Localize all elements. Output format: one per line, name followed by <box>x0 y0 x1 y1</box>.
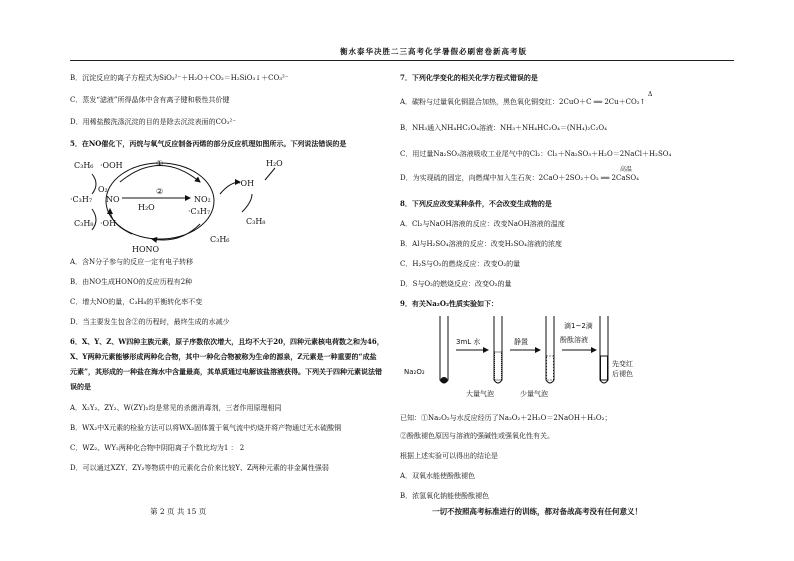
q7-option-d: D．为实现硫的固定，向燃煤中加入生石灰：2CaO＋2SO₂＋O₂ ══ 2CaSO₄ <box>400 174 639 182</box>
q5-option-b: B．由NO生成HONO的反应历程有2种 <box>70 278 193 286</box>
q6-stem-line4: 误的是 <box>70 382 91 391</box>
label-stand: 静置 <box>514 338 528 346</box>
label-water: 3mL 水 <box>456 338 481 346</box>
known-1: 已知：①Na₂O₂与水反应经历了Na₂O₂＋2H₂O＝2NaOH＋H₂O₂； <box>400 414 612 422</box>
q6-stem-line1: 6．X、Y、Z、W四种主族元素，原子序数依次增大，且均不大于20，四种元素核电荷数之和为46， <box>70 337 384 346</box>
known-2: ②酚酞褪色原因与溶液的强碱性或强氧化性有关。 <box>400 432 554 440</box>
q7-a-condition: Δ <box>648 91 653 98</box>
q6-option-d: D．可以通过XZY、ZY₂等物质中的元素化合价来比较Y、Z两种元素的非金属性强弱 <box>70 464 329 472</box>
tube3-liquid <box>547 356 554 380</box>
q8-option-b: B．Al与H₂SO₄溶液的反应：改变H₂SO₄溶液的浓度 <box>400 240 562 248</box>
label-c3h7-center: ·C₃H₇ <box>188 207 211 216</box>
header-divider <box>70 60 734 61</box>
q5-option-a: A．含N分子参与的反应一定有电子转移 <box>70 258 194 266</box>
q4-option-c: C．蒸发“滤液”所得晶体中含有离子键和极性共价键 <box>70 96 230 104</box>
footer-slogan: 一切不按照高考标准进行的训练，都对备战高考没有任何意义！ <box>432 507 642 516</box>
q9-stem: 9．有关Na₂O₂性质实验如下： <box>400 299 499 308</box>
label-ooh: ·OOH <box>100 161 123 170</box>
q4-option-d: D．用稀盐酸洗涤沉淀的目的是除去沉淀表面的CO₃²⁻ <box>70 118 237 126</box>
q9-option-b: B．浓氢氧化钠能使酚酞褪色 <box>400 492 490 500</box>
q9-experiment-diagram <box>400 312 680 400</box>
label-drops-1: 滴1~2滴 <box>564 322 593 330</box>
label-c3h8-left: C₃H₈ <box>74 219 94 228</box>
q8-option-a: A．Cl₂与NaOH溶液的反应：改变NaOH溶液的温度 <box>400 220 565 228</box>
label-hono: HONO <box>132 245 160 254</box>
label-oh-right: ·OH <box>238 179 255 188</box>
arrow-h2o-right <box>265 168 275 180</box>
page-number: 第 2 页 共 15 页 <box>150 507 207 516</box>
q9-option-a: A．双氧水能使酚酞褪色 <box>400 472 476 480</box>
q7-option-a: A．碳粉与过量氧化铜混合加热，黑色氧化铜变红：2CuO＋C ══ 2Cu＋CO₂↑ <box>400 98 646 106</box>
q7-stem: 7．下列化学变化的相关化学方程式错误的是 <box>400 73 538 82</box>
q8-option-d: D．S与O₂的燃烧反应：改变O₂的量 <box>400 280 512 288</box>
label-o2: O₂ <box>98 185 108 194</box>
arrow-oh-right <box>220 182 240 194</box>
q8-option-c: C．H₂S与O₂的燃烧反应：改变O₂的量 <box>400 260 521 268</box>
label-no2: NO₂ <box>194 195 211 204</box>
q6-stem-line3: 元素”，其形成的一种盐在海水中含量最高，其单质通过电解该盐溶液获得。下列关于四种元素说法错 <box>70 367 383 376</box>
na2o2-solid <box>441 377 448 383</box>
test-tube-1 <box>440 316 448 383</box>
arrow-o2-in <box>92 174 96 194</box>
tube4-liquid <box>601 356 608 380</box>
label-step1: ① <box>156 159 164 168</box>
label-step2: ② <box>156 187 164 196</box>
page-header: 衡水泰华决胜二三高考化学暑假必刷密卷新高考版 <box>340 47 527 56</box>
q7-option-c: C．用过量Na₂SO₃溶液吸收工业尾气中的Cl₂：Cl₂＋Na₂SO₃＋H₂O＝2NaCl＋H₂SO₄ <box>400 150 672 158</box>
label-h2o-right: H₂O <box>266 159 283 168</box>
label-oh-left: ·OH <box>100 219 117 228</box>
label-c3h6-top: C₃H₆ <box>74 161 94 170</box>
q6-option-c: C．WZ₂、WY₂两种化合物中阴阳离子个数比均为1 ： 2 <box>70 444 245 452</box>
label-red-first: 先变红 <box>612 360 633 368</box>
q4-option-b: B．沉淀反应的离子方程式为SiO₃²⁻＋H₂O＋CO₂＝H₂SiO₃↓＋CO₃²⁻ <box>70 74 289 82</box>
q8-stem: 8．下列反应改变某种条件，不会改变生成物的是 <box>400 199 552 208</box>
q6-option-b: B．WX₂中X元素的检验方法可以将WX₂固体置于氧气流中灼烧并将产物通过无水硫酸铜 <box>70 424 342 432</box>
q7-d-condition: 高温 <box>620 166 633 173</box>
label-na2o2: Na₂O₂ <box>404 368 425 376</box>
q7-option-b: B．NH₃通入NH₄HC₂O₄溶液：NH₃＋NH₄HC₂O₄＝(NH₄)₂C₂O₄ <box>400 124 607 132</box>
test-tube-3 <box>546 316 554 383</box>
q5-option-d: D．当主要发生包含②的历程时，最终生成的水减少 <box>70 318 230 326</box>
label-drops-2: 酚酞溶液 <box>560 336 588 344</box>
label-c3h7-left: ·C₃H₇ <box>70 195 93 204</box>
label-few-bubbles: 少量气泡 <box>520 390 548 398</box>
conclusion-prompt: 根据上述实验可以得出的结论是 <box>400 452 498 460</box>
q6-stem-line2: X、Y两种元素能够形成两种化合物，其中一种化合物被称为生命的源泉，Z元素是一种重要的“成盐 <box>70 352 377 361</box>
q5-option-c: C．增大NO的量，C₃H₈的平衡转化率不变 <box>70 298 203 306</box>
arrow-c3h7-right <box>242 194 252 212</box>
q5-mechanism-diagram <box>70 154 300 256</box>
label-c3h8-right: C₃H₈ <box>246 217 266 226</box>
q5-stem: 5．在NO催化下，丙烷与氧气反应制备丙烯的部分反应机理如图所示。下列说法错误的是 <box>70 139 347 148</box>
test-tube-4 <box>600 316 608 383</box>
label-c3h6-bottom: C₃H₆ <box>210 235 230 244</box>
label-fade-later: 后褪色 <box>612 370 633 378</box>
q6-option-a: A．X₂Y₂、ZY₂、W(ZY)₂均是常见的杀菌消毒剂，三者作用原理相同 <box>70 404 282 412</box>
label-h2o-center: H₂O <box>138 203 155 212</box>
test-tube-2 <box>494 316 502 383</box>
tube2-liquid-bubbles <box>495 352 502 380</box>
label-many-bubbles: 大量气泡 <box>466 390 494 398</box>
label-no: NO <box>106 195 120 204</box>
